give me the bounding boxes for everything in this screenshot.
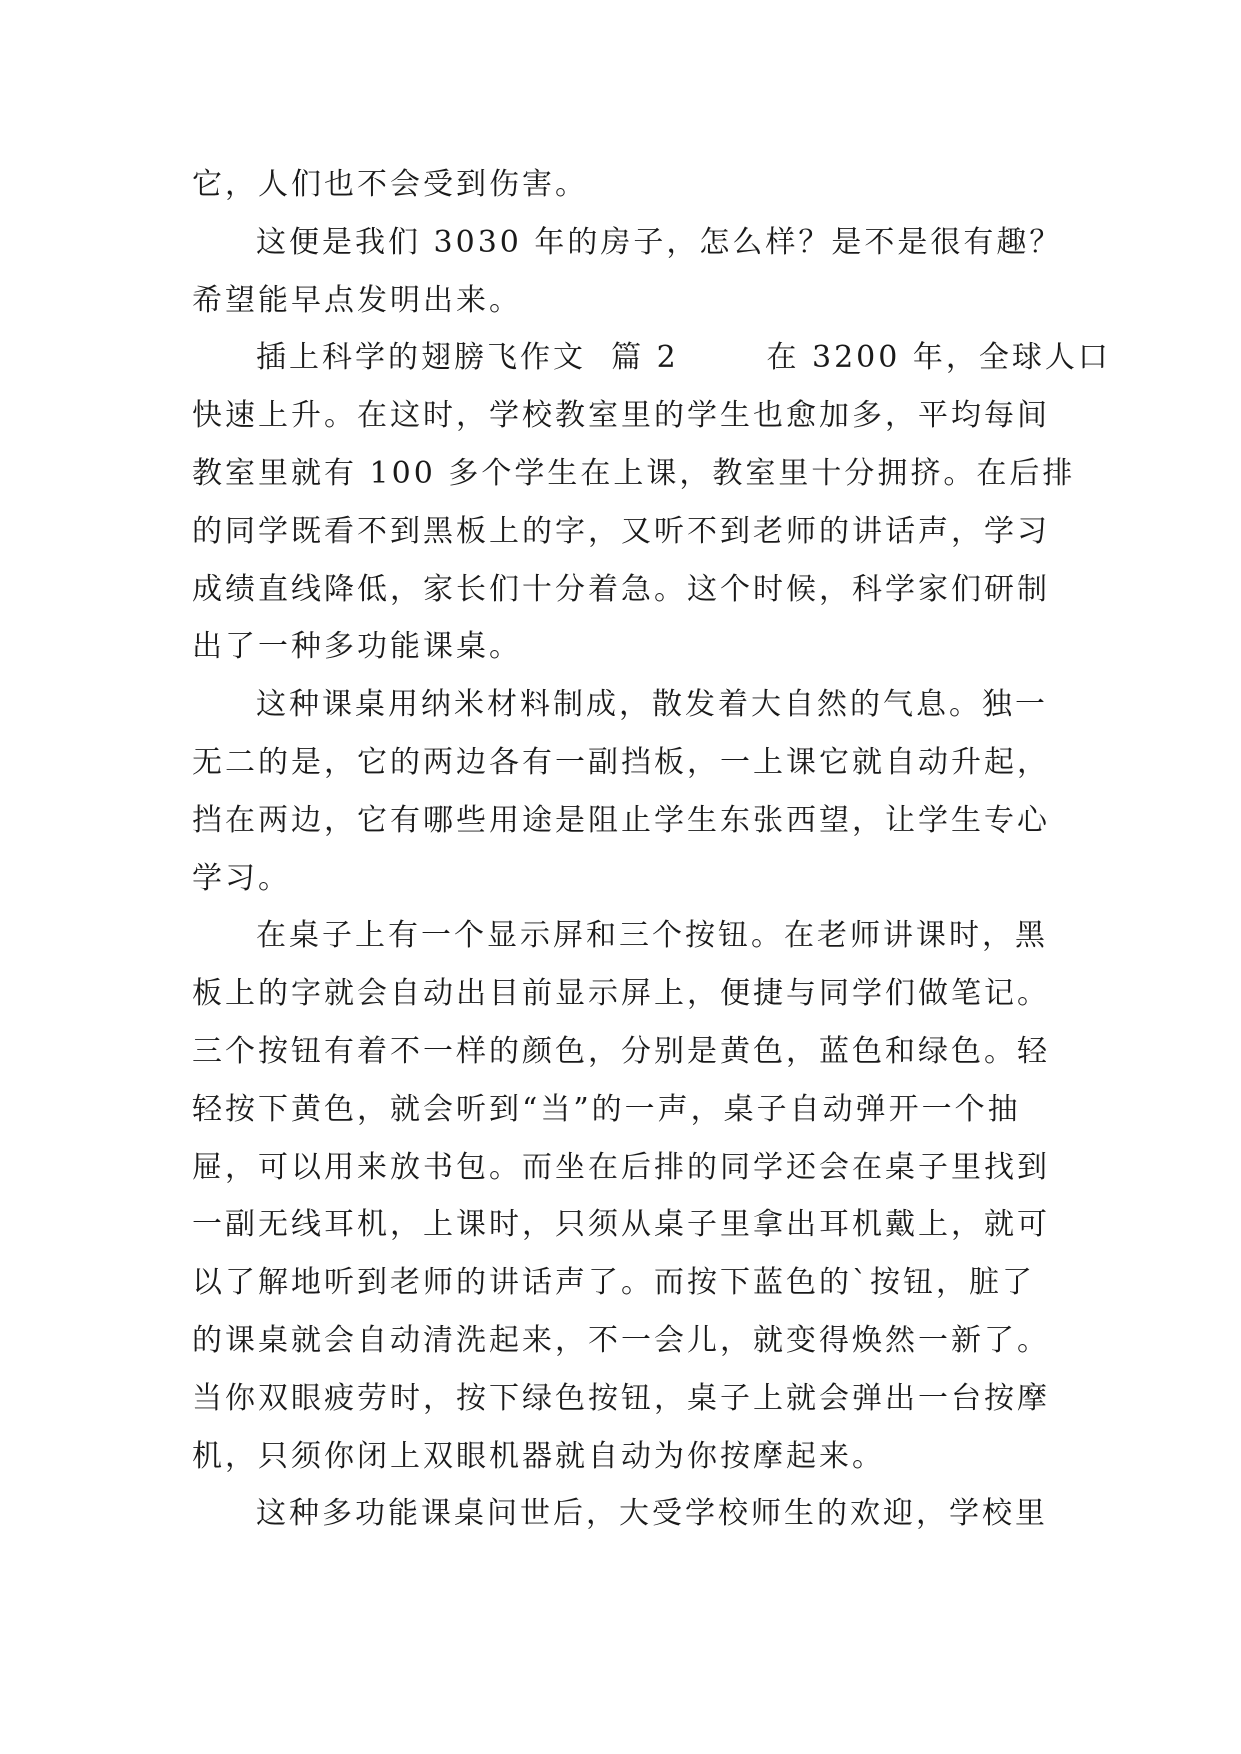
text-line: 这便是我们 3030 年的房子，怎么样？是不是很有趣？: [256, 224, 1063, 260]
text-line: 它，人们也不会受到伤害。: [192, 167, 588, 202]
text-line: 挡在两边，它有哪些用途是阻止学生东张西望，让学生专心: [192, 802, 1050, 838]
text-line: 出了一种多功能课桌。: [192, 629, 522, 665]
text-line: 的同学既看不到黑板上的字，又听不到老师的讲话声，学习: [192, 513, 1050, 549]
section-heading-line: 插上科学的翅膀飞作文 篇 2 在 3200 年，全球人口: [256, 340, 1111, 376]
text-line: 学习。: [192, 860, 291, 896]
text-line: 无二的是，它的两边各有一副挡板，一上课它就自动升起，: [192, 744, 1050, 780]
text-line: 当你双眼疲劳时，按下绿色按钮，桌子上就会弹出一台按摩: [192, 1380, 1050, 1416]
text-line: 板上的字就会自动出目前显示屏上，便捷与同学们做笔记。: [192, 976, 1050, 1012]
text-line: 快速上升。在这时，学校教室里的学生也愈加多，平均每间: [192, 398, 1050, 434]
body-text: [192, 156, 1111, 1543]
text-line: 机，只须你闭上双眼机器就自动为你按摩起来。: [192, 1438, 885, 1474]
text-line: 这种课桌用纳米材料制成，散发着大自然的气息。独一: [256, 687, 1048, 723]
text-line: 轻按下黄色，就会听到“当”的一声，桌子自动弹开一个抽: [192, 1091, 1021, 1127]
text-line: 希望能早点发明出来。: [192, 282, 522, 318]
text-line: 教室里就有 100 多个学生在上课，教室里十分拥挤。在后排: [192, 455, 1076, 491]
text-line: 一副无线耳机，上课时，只须从桌子里拿出耳机戴上，就可: [192, 1207, 1050, 1243]
text-line: 屉，可以用来放书包。而坐在后排的同学还会在桌子里找到: [192, 1149, 1050, 1185]
text-line: 三个按钮有着不一样的颜色，分别是黄色，蓝色和绿色。轻: [192, 1033, 1050, 1069]
text-line: 的课桌就会自动清洗起来，不一会儿，就变得焕然一新了。: [192, 1322, 1050, 1358]
text-line: 这种多功能课桌问世后，大受学校师生的欢迎，学校里: [256, 1496, 1048, 1532]
text-line: 在桌子上有一个显示屏和三个按钮。在老师讲课时，黑: [256, 918, 1048, 954]
text-line: 以了解地听到老师的讲话声了。而按下蓝色的`按钮，脏了: [192, 1265, 1035, 1301]
text-line: 成绩直线降低，家长们十分着急。这个时候，科学家们研制: [192, 571, 1050, 607]
